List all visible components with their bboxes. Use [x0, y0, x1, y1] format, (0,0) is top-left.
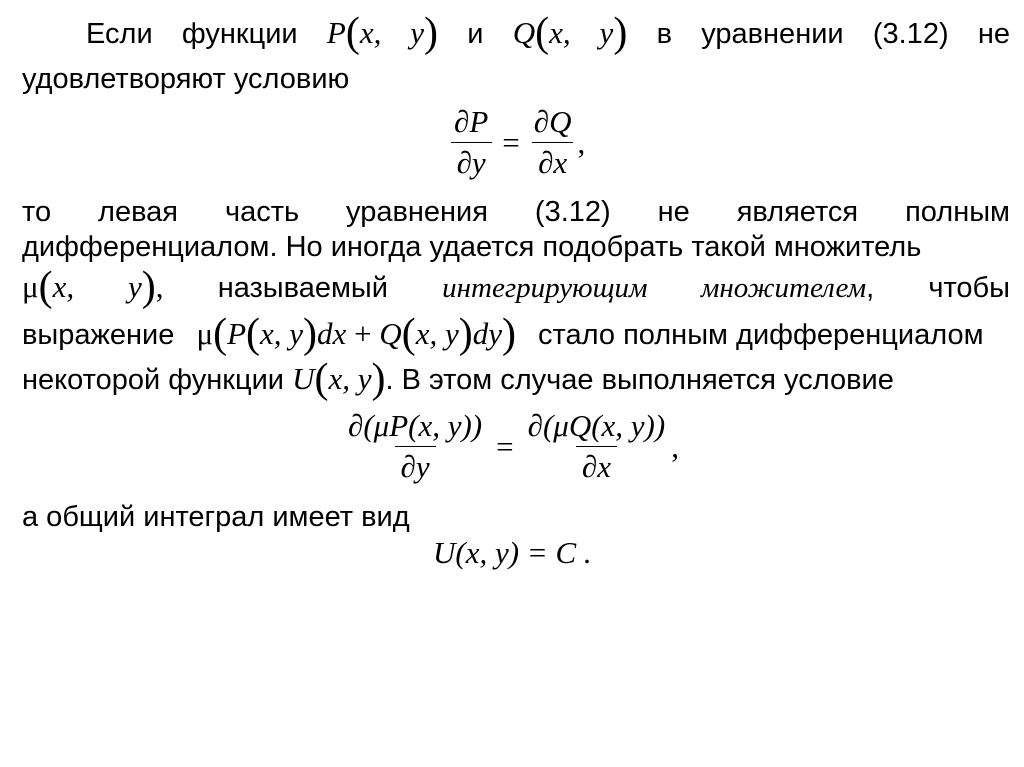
text-and: и — [467, 18, 484, 50]
text-some-function: некоторой функции — [22, 364, 284, 396]
math-P-xy: P(x, y) — [326, 10, 439, 56]
formula-comma: , — [671, 428, 679, 464]
paragraph-2-line-1: то левая часть уравнения (3.12) не является полным — [22, 196, 1010, 228]
denominator-dx: ∂x — [576, 446, 617, 485]
denominator-dx: ∂x — [532, 142, 573, 181]
denominator-dy: ∂y — [451, 142, 492, 181]
math-Q-xy: Q(x, y) — [512, 10, 628, 56]
paragraph-2-line-2: дифференциалом. Но иногда удается подобрать такой множитель — [22, 231, 922, 263]
math-mu-differential-form: μ(P(x, y)dx + Q(x, y)dy) — [196, 311, 516, 357]
paragraph-1-line-1 — [22, 10, 1010, 56]
equals-sign: = — [496, 428, 514, 464]
paragraph-2-line-4 — [22, 311, 1010, 357]
math-U-xy: U(x, y) — [292, 356, 386, 402]
general-integral-expression: U(x, y) = C . — [433, 535, 592, 570]
numerator-dQ: ∂Q — [533, 104, 572, 139]
paragraph-3: а общий интеграл имеет вид — [22, 501, 410, 533]
math-mu-xy: μ(x, y), — [22, 264, 164, 310]
text-condition-holds: . В этом случае выполняется условие — [385, 364, 894, 396]
formula-integrating-factor-condition — [342, 408, 679, 485]
text-if-functions: Если функции — [86, 18, 298, 50]
text-became-total-differential: стало полным дифференциалом — [538, 319, 984, 351]
fraction-d-muP-dy — [342, 408, 488, 485]
fraction-dP-dy — [448, 104, 494, 181]
paragraph-2-line-5 — [22, 356, 1010, 402]
paragraph-1-line-2: удовлетворяют условию — [22, 63, 350, 95]
denominator-dy: ∂y — [395, 446, 436, 485]
numerator-dP: ∂P — [454, 104, 489, 139]
fraction-d-muQ-dx — [522, 408, 672, 485]
formula-general-integral — [433, 535, 592, 571]
text-named: называемый — [217, 272, 388, 304]
text-expression: выражение — [22, 319, 175, 351]
text-in-equation: в уравнении (3.12) не — [656, 18, 1010, 50]
paragraph-2-line-3 — [22, 264, 1010, 310]
formula-comma: , — [577, 124, 586, 160]
text-integrating-factor: интегрирующим множителем — [442, 272, 867, 304]
text-so-that: , чтобы — [866, 272, 1010, 304]
fraction-dQ-dx — [528, 104, 578, 181]
equals-sign: = — [502, 124, 520, 160]
formula-exactness-condition — [448, 104, 585, 181]
numerator-d-muP: ∂(μP(x, y)) — [348, 408, 483, 443]
numerator-d-muQ: ∂(μQ(x, y)) — [527, 408, 666, 443]
